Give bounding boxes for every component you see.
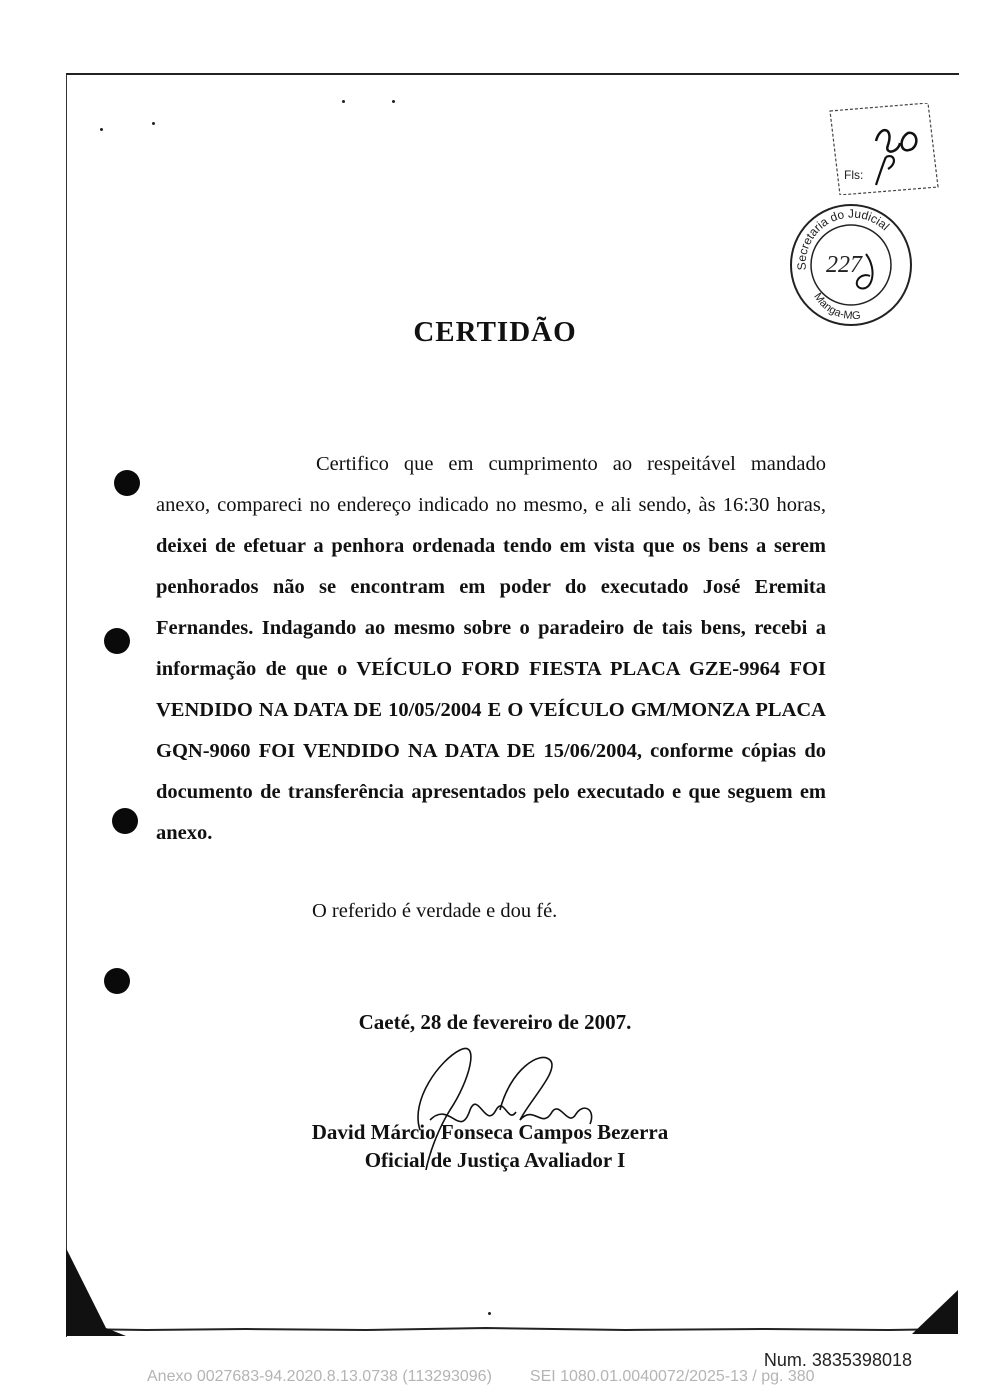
punch-hole	[114, 470, 140, 496]
scan-speck	[488, 1312, 491, 1315]
place-and-date: Caeté, 28 de fevereiro de 2007.	[358, 1010, 632, 1034]
folio-stamp	[828, 103, 940, 195]
document-title: CERTIDÃO	[413, 316, 577, 348]
scan-speck	[152, 122, 155, 125]
scan-speck	[100, 128, 103, 131]
scan-speck	[342, 100, 345, 103]
scan-corner-left	[66, 1248, 126, 1338]
signer-role: Oficial de Justiça Avaliador I	[364, 1148, 626, 1172]
certificate-body	[156, 444, 826, 854]
scan-speck	[392, 100, 395, 103]
secretaria-seal	[786, 200, 916, 330]
svg-text:Secretaria do Judicial: Secretaria do Judicial	[794, 206, 893, 271]
svg-text:Fls:: Fls:	[844, 168, 864, 182]
punch-hole	[112, 808, 138, 834]
signer-name: David Márcio Fonseca Campos Bezerra	[311, 1120, 669, 1144]
scan-corner-right	[912, 1290, 960, 1335]
footer-reference	[147, 1368, 853, 1386]
certificate-paragraph	[156, 444, 826, 854]
punch-hole	[104, 968, 130, 994]
svg-text:Manga-MG: Manga-MG	[811, 290, 861, 323]
annex-reference: Anexo 0027683-94.2020.8.13.0738 (113293096)	[147, 1368, 492, 1385]
document-number: Num. 3835398018	[763, 1350, 912, 1370]
closing-statement: O referido é verdade e dou fé.	[312, 900, 558, 922]
sei-reference: SEI 1080.01.0040072/2025-13 / pg. 380	[529, 1368, 815, 1385]
punch-hole	[104, 628, 130, 654]
scan-bottom-edge	[66, 1325, 958, 1333]
svg-text:227: 227	[826, 252, 862, 278]
paragraph-plain-text: Certifico que em cumprimento ao respeitável mandado anexo, compareci no endereço indicado no mesmo, e ali sendo, às 16:30 horas,	[156, 453, 826, 516]
paragraph-bold-text: deixei de efetuar a penhora ordenada tendo em vista que os bens a serem penhorados não se encontram em poder do executado José Eremita Fernandes. Indagando ao mesmo sobre o paradeiro de tais bens, recebi a informação de que o VEÍCULO FORD FIESTA PLACA GZE-9964 FOI VENDIDO NA DATA DE 10/05/2004 E O VEÍCULO GM/MONZA PLACA GQN-9060 FOI VENDIDO NA DATA DE 15/06/2004, conforme cópias do documento de transferência apresentados pelo executado e que seguem em anexo.	[156, 535, 826, 844]
